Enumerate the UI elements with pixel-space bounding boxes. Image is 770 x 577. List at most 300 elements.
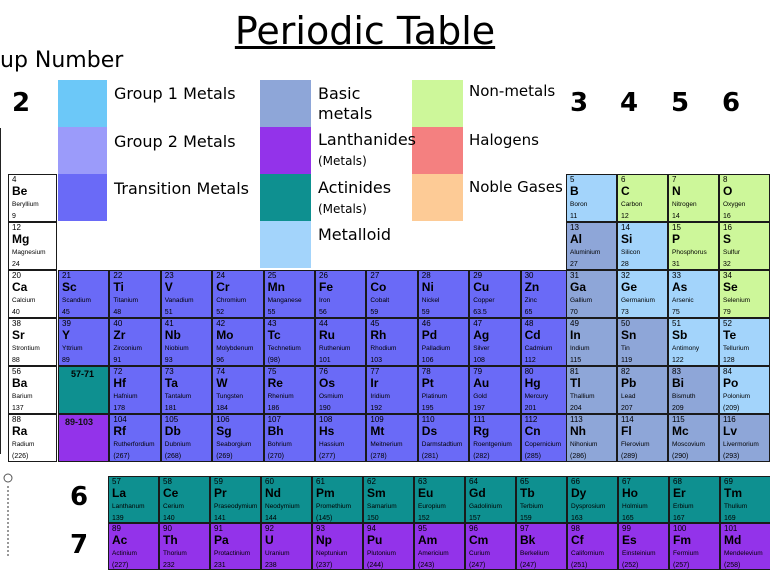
atomic-mass: (289)	[621, 453, 638, 460]
atomic-mass: 59	[421, 309, 430, 316]
atomic-mass: 63.5	[473, 309, 487, 316]
element-name: Holmium	[622, 503, 648, 510]
element-symbol: Au	[473, 376, 490, 390]
lanthanides-range-label: 57-71	[71, 369, 95, 379]
atomic-mass: (243)	[418, 562, 435, 569]
atomic-number: 94	[367, 524, 376, 533]
atomic-mass: 144	[265, 515, 277, 522]
atomic-number: 75	[267, 367, 277, 376]
element-ni	[418, 270, 469, 318]
element-name: Tungsten	[216, 393, 244, 400]
element-symbol: Pt	[421, 376, 434, 390]
element-name: Chromium	[216, 297, 247, 304]
element-name: Terbium	[520, 503, 544, 510]
element-symbol: As	[672, 280, 688, 294]
element-nd	[261, 476, 312, 523]
element-name: Magnesium	[12, 249, 46, 256]
atomic-mass: 231	[214, 562, 226, 569]
element-w	[212, 366, 263, 414]
legend-label-actinides-title: Actinides	[318, 178, 392, 197]
element-symbol: Ce	[163, 486, 179, 500]
element-rf	[109, 414, 160, 462]
atomic-mass: (269)	[216, 453, 233, 460]
element-name: Cadmium	[524, 345, 553, 352]
element-ba	[8, 366, 57, 414]
atomic-mass: 96	[216, 357, 224, 364]
atomic-number: 68	[673, 477, 682, 486]
element-name: Bohrium	[267, 441, 292, 448]
element-symbol: Ac	[112, 533, 128, 547]
element-name: Strontium	[12, 345, 40, 352]
element-name: Mendelevium	[724, 550, 763, 557]
element-name: Yttrium	[62, 345, 83, 352]
atomic-number: 30	[524, 271, 534, 280]
element-name: Promethium	[316, 503, 352, 510]
element-symbol: Sr	[12, 328, 25, 342]
lanthanides-range-cell	[58, 366, 109, 414]
element-symbol: Ga	[570, 280, 587, 294]
atomic-number: 113	[570, 415, 583, 424]
atomic-mass: 141	[214, 515, 226, 522]
atomic-number: 88	[12, 415, 21, 424]
atomic-mass: 12	[621, 213, 629, 220]
atomic-number: 76	[319, 367, 328, 376]
element-symbol: Gd	[469, 486, 486, 500]
element-rg	[469, 414, 520, 462]
element-symbol: Ho	[622, 486, 638, 500]
element-name: Neptunium	[316, 550, 348, 557]
element-name: Bismuth	[672, 393, 696, 400]
element-symbol: Pb	[621, 376, 637, 390]
element-symbol: Cn	[524, 424, 541, 438]
atomic-mass: 181	[164, 405, 177, 412]
atomic-number: 62	[367, 477, 376, 486]
element-th	[159, 523, 210, 570]
element-ge	[617, 270, 668, 318]
atomic-mass: (244)	[367, 562, 384, 569]
atomic-mass: 150	[367, 515, 379, 522]
element-symbol: Os	[319, 376, 336, 390]
atomic-number: 23	[164, 271, 174, 280]
element-symbol: Sc	[62, 280, 77, 294]
element-zn	[521, 270, 572, 318]
element-bi	[668, 366, 719, 414]
element-name: Copper	[473, 297, 495, 304]
atomic-number: 28	[421, 271, 431, 280]
element-ho	[618, 476, 669, 523]
legend-swatch-halogens	[412, 127, 463, 174]
atomic-number: 7	[672, 175, 677, 184]
atomic-number: 22	[113, 271, 123, 280]
element-db	[161, 414, 212, 462]
publisher-logo-glyph	[2, 470, 14, 560]
legend-label-basic: Basic metals	[318, 84, 373, 123]
atomic-number: 82	[621, 367, 630, 376]
element-eu	[414, 476, 465, 523]
atomic-mass: 103	[370, 357, 383, 364]
legend-swatch-nonmetals	[412, 80, 463, 127]
element-name: Dysprosium	[571, 503, 606, 510]
element-name: Nickel	[421, 297, 440, 304]
element-name: Erbium	[673, 503, 694, 510]
element-mt	[366, 414, 417, 462]
element-re	[264, 366, 315, 414]
atomic-number: 81	[570, 367, 579, 376]
atomic-mass: (268)	[164, 453, 182, 460]
atomic-mass: (247)	[520, 562, 537, 569]
element-sm	[363, 476, 414, 523]
element-name: Hassium	[319, 441, 345, 448]
element-name: Meitnerium	[370, 441, 403, 448]
element-name: Uranium	[265, 550, 290, 557]
element-symbol: Re	[267, 376, 283, 390]
atomic-mass: 32	[723, 261, 731, 268]
element-symbol: Ge	[621, 280, 638, 294]
element-symbol: Sm	[367, 486, 386, 500]
atomic-number: 111	[473, 415, 486, 424]
element-symbol: Hg	[524, 376, 541, 390]
element-symbol: O	[723, 184, 733, 198]
actinides-range-label: 89-103	[65, 417, 94, 427]
atomic-mass: 165	[622, 515, 634, 522]
element-be	[8, 174, 57, 222]
atomic-number: 26	[319, 271, 328, 280]
element-mo	[212, 318, 263, 366]
legend-label-actinides	[318, 178, 391, 218]
atomic-number: 80	[524, 367, 534, 376]
atomic-mass: (270)	[267, 453, 284, 460]
atomic-number: 5	[570, 175, 575, 184]
atomic-mass: (247)	[469, 562, 486, 569]
element-symbol: V	[164, 280, 173, 294]
period-number-7: 7	[70, 530, 89, 560]
element-symbol: Nh	[570, 424, 586, 438]
atomic-number: 109	[370, 415, 384, 424]
element-name: Lanthanum	[112, 503, 145, 510]
atomic-number: 46	[421, 319, 431, 328]
atomic-number: 41	[164, 319, 174, 328]
atomic-mass: 192	[370, 405, 383, 412]
element-symbol: Ag	[473, 328, 490, 342]
element-name: Tin	[621, 345, 630, 352]
atomic-mass: 169	[724, 515, 736, 522]
legend-label-lanthanides	[318, 130, 416, 170]
element-name: Zirconium	[113, 345, 142, 352]
atomic-mass: 184	[216, 405, 228, 412]
atomic-mass: (281)	[421, 453, 439, 460]
element-name: Titanium	[113, 297, 139, 304]
atomic-mass: 115	[570, 357, 582, 364]
legend-label-lanthanides-sub: (Metals)	[318, 154, 367, 168]
atomic-number: 104	[113, 415, 127, 424]
atomic-number: 108	[319, 415, 333, 424]
element-sg	[212, 414, 263, 462]
element-lv	[719, 414, 770, 462]
atomic-number: 101	[724, 524, 738, 533]
atomic-mass: (290)	[672, 453, 689, 460]
atomic-mass: 112	[524, 357, 536, 364]
element-symbol: Co	[370, 280, 387, 294]
element-es	[618, 523, 669, 570]
atomic-mass: 55	[267, 309, 276, 316]
element-ti	[109, 270, 160, 318]
legend-label-group1: Group 1 Metals	[114, 84, 236, 103]
atomic-number: 58	[163, 477, 172, 486]
atomic-number: 42	[216, 319, 226, 328]
legend-swatch-group2	[58, 127, 107, 174]
atomic-number: 112	[524, 415, 538, 424]
element-name: Oxygen	[723, 201, 746, 208]
element-symbol: Mn	[267, 280, 285, 294]
element-tb	[516, 476, 567, 523]
element-symbol: Sg	[216, 424, 232, 438]
element-symbol: Cu	[473, 280, 490, 294]
atomic-number: 15	[672, 223, 681, 232]
group-number-label: up Number	[0, 48, 124, 73]
atomic-number: 77	[370, 367, 380, 376]
element-name: Europium	[418, 503, 446, 510]
element-si	[617, 222, 668, 270]
atomic-number: 78	[421, 367, 431, 376]
atomic-mass: 197	[473, 405, 485, 412]
legend-label-metalloid: Metalloid	[318, 225, 392, 244]
element-fe	[315, 270, 366, 318]
legend-label-transition: Transition Metals	[114, 179, 249, 198]
element-ds	[418, 414, 469, 462]
element-name: Iron	[319, 297, 331, 304]
atomic-mass: 16	[723, 213, 731, 220]
atomic-number: 45	[370, 319, 380, 328]
element-symbol: C	[621, 184, 630, 198]
element-symbol: Pr	[214, 486, 227, 500]
atomic-number: 16	[723, 223, 732, 232]
atomic-mass: (226)	[12, 453, 29, 460]
element-al	[566, 222, 617, 270]
atomic-number: 98	[571, 524, 580, 533]
atomic-number: 73	[164, 367, 174, 376]
element-cr	[212, 270, 263, 318]
element-sr	[8, 318, 57, 366]
element-name: Tellurium	[723, 345, 750, 352]
element-name: Barium	[12, 393, 33, 400]
element-co	[366, 270, 417, 318]
atomic-number: 89	[112, 524, 121, 533]
element-po	[719, 366, 770, 414]
atomic-number: 74	[216, 367, 226, 376]
element-name: Scandium	[62, 297, 91, 304]
element-symbol: Pu	[367, 533, 383, 547]
atomic-mass: (282)	[473, 453, 490, 460]
element-name: Polonium	[723, 393, 751, 400]
element-pu	[363, 523, 414, 570]
atomic-mass: 238	[265, 562, 277, 569]
atomic-mass: 59	[370, 309, 379, 316]
atomic-mass: 190	[319, 405, 331, 412]
group-number-2: 2	[12, 88, 31, 118]
atomic-mass: (257)	[673, 562, 690, 569]
element-ca	[8, 270, 57, 318]
element-name: Protactinium	[214, 550, 251, 557]
element-symbol: Pd	[421, 328, 438, 342]
atomic-number: 65	[520, 477, 529, 486]
element-symbol: Zn	[524, 280, 540, 294]
element-pb	[617, 366, 668, 414]
atomic-mass: 204	[570, 405, 582, 412]
atomic-mass: (277)	[319, 453, 336, 460]
element-symbol: Er	[673, 486, 686, 500]
element-sn	[617, 318, 668, 366]
atomic-number: 21	[62, 271, 71, 280]
atomic-number: 52	[723, 319, 732, 328]
element-symbol: Tb	[520, 486, 535, 500]
atomic-number: 105	[164, 415, 179, 424]
atomic-number: 61	[316, 477, 325, 486]
atomic-mass: 163	[571, 515, 583, 522]
element-tm	[720, 476, 770, 523]
element-pm	[312, 476, 363, 523]
element-name: Gallium	[570, 297, 593, 304]
element-symbol: Hf	[113, 376, 127, 390]
group-number-4: 4	[620, 88, 639, 118]
element-pa	[210, 523, 261, 570]
element-symbol: Th	[163, 533, 178, 547]
atomic-number: 47	[473, 319, 483, 328]
atomic-mass: 31	[672, 261, 680, 268]
atomic-mass: (267)	[113, 453, 130, 460]
element-symbol: Ra	[12, 424, 28, 438]
element-ag	[469, 318, 520, 366]
atomic-number: 48	[524, 319, 534, 328]
atomic-mass: (252)	[622, 562, 639, 569]
atomic-mass: 89	[62, 357, 70, 364]
element-name: Platinum	[421, 393, 448, 400]
element-v	[161, 270, 212, 318]
element-symbol: Rg	[473, 424, 490, 438]
element-name: Lead	[621, 393, 636, 400]
element-symbol: Md	[724, 533, 742, 547]
atomic-number: 29	[473, 271, 483, 280]
element-symbol: Fm	[673, 533, 691, 547]
atomic-number: 63	[418, 477, 427, 486]
element-n	[668, 174, 719, 222]
atomic-mass: 65	[524, 309, 533, 316]
element-cu	[469, 270, 520, 318]
atomic-number: 27	[370, 271, 380, 280]
element-name: Rhodium	[370, 345, 397, 352]
element-cd	[521, 318, 572, 366]
element-name: Californium	[571, 550, 604, 557]
legend-label-nonmetals: Non-metals	[469, 82, 556, 100]
element-name: Actinium	[112, 550, 137, 557]
element-name: Einsteinium	[622, 550, 656, 557]
legend-swatch-basic	[260, 80, 311, 127]
element-md	[720, 523, 770, 570]
element-symbol: Cd	[524, 328, 541, 342]
element-name: Carbon	[621, 201, 643, 208]
atomic-number: 14	[621, 223, 630, 232]
atomic-number: 59	[214, 477, 223, 486]
atomic-number: 6	[621, 175, 626, 184]
element-rh	[366, 318, 417, 366]
atomic-mass: (227)	[112, 562, 129, 569]
atomic-number: 79	[473, 367, 483, 376]
element-name: Dubnium	[164, 441, 191, 448]
atomic-number: 107	[267, 415, 281, 424]
element-cf	[567, 523, 618, 570]
element-o	[719, 174, 770, 222]
element-name: Ruthenium	[319, 345, 351, 352]
element-symbol: Mg	[12, 232, 30, 246]
element-name: Mercury	[524, 393, 549, 400]
atomic-mass: 232	[163, 562, 175, 569]
element-bh	[264, 414, 315, 462]
element-symbol: Bh	[267, 424, 284, 438]
element-name: Rutherfordium	[113, 441, 155, 448]
atomic-mass: 27	[570, 261, 578, 268]
element-u	[261, 523, 312, 570]
element-symbol: Fe	[319, 280, 334, 294]
atomic-mass: 101	[319, 357, 331, 364]
element-name: Selenium	[723, 297, 751, 304]
element-name: Americium	[418, 550, 449, 557]
element-hs	[315, 414, 366, 462]
element-mg	[8, 222, 57, 270]
atomic-mass: 75	[672, 309, 680, 316]
atomic-number: 57	[112, 477, 121, 486]
element-in	[566, 318, 617, 366]
element-symbol: Sn	[621, 328, 637, 342]
element-ta	[161, 366, 212, 414]
element-name: Cobalt	[370, 297, 390, 304]
atomic-mass: 79	[723, 309, 731, 316]
atomic-number: 90	[163, 524, 172, 533]
atomic-number: 96	[469, 524, 478, 533]
atomic-number: 44	[319, 319, 328, 328]
atomic-number: 40	[113, 319, 123, 328]
atomic-mass: 9	[12, 213, 16, 220]
element-name: Sulfur	[723, 249, 740, 256]
element-y	[58, 318, 109, 366]
element-name: Hafnium	[113, 393, 138, 400]
element-hg	[521, 366, 572, 414]
element-symbol: Dy	[571, 486, 587, 500]
page-title: Periodic Table	[234, 9, 496, 53]
element-symbol: La	[112, 486, 127, 500]
element-symbol: Nd	[265, 486, 281, 500]
element-name: Indium	[570, 345, 590, 352]
element-name: Arsenic	[672, 297, 694, 304]
atomic-number: 72	[113, 367, 123, 376]
element-symbol: Tl	[570, 376, 581, 390]
element-name: Rhenium	[267, 393, 294, 400]
atomic-number: 34	[723, 271, 732, 280]
atomic-number: 67	[622, 477, 631, 486]
element-as	[668, 270, 719, 318]
element-name: Praseodymium	[214, 503, 258, 510]
element-fl	[617, 414, 668, 462]
atomic-mass: 24	[12, 261, 20, 268]
atomic-number: 116	[723, 415, 736, 424]
atomic-number: 60	[265, 477, 274, 486]
legend-label-actinides-sub: (Metals)	[318, 202, 367, 216]
legend-label-lanthanides-title: Lanthanides	[318, 130, 416, 149]
group-number-5: 5	[671, 88, 690, 118]
atomic-number: 69	[724, 477, 733, 486]
element-symbol: Pa	[214, 533, 229, 547]
element-name: Copernicium	[524, 441, 562, 448]
element-name: Thulium	[724, 503, 748, 510]
atomic-mass: 139	[112, 515, 124, 522]
